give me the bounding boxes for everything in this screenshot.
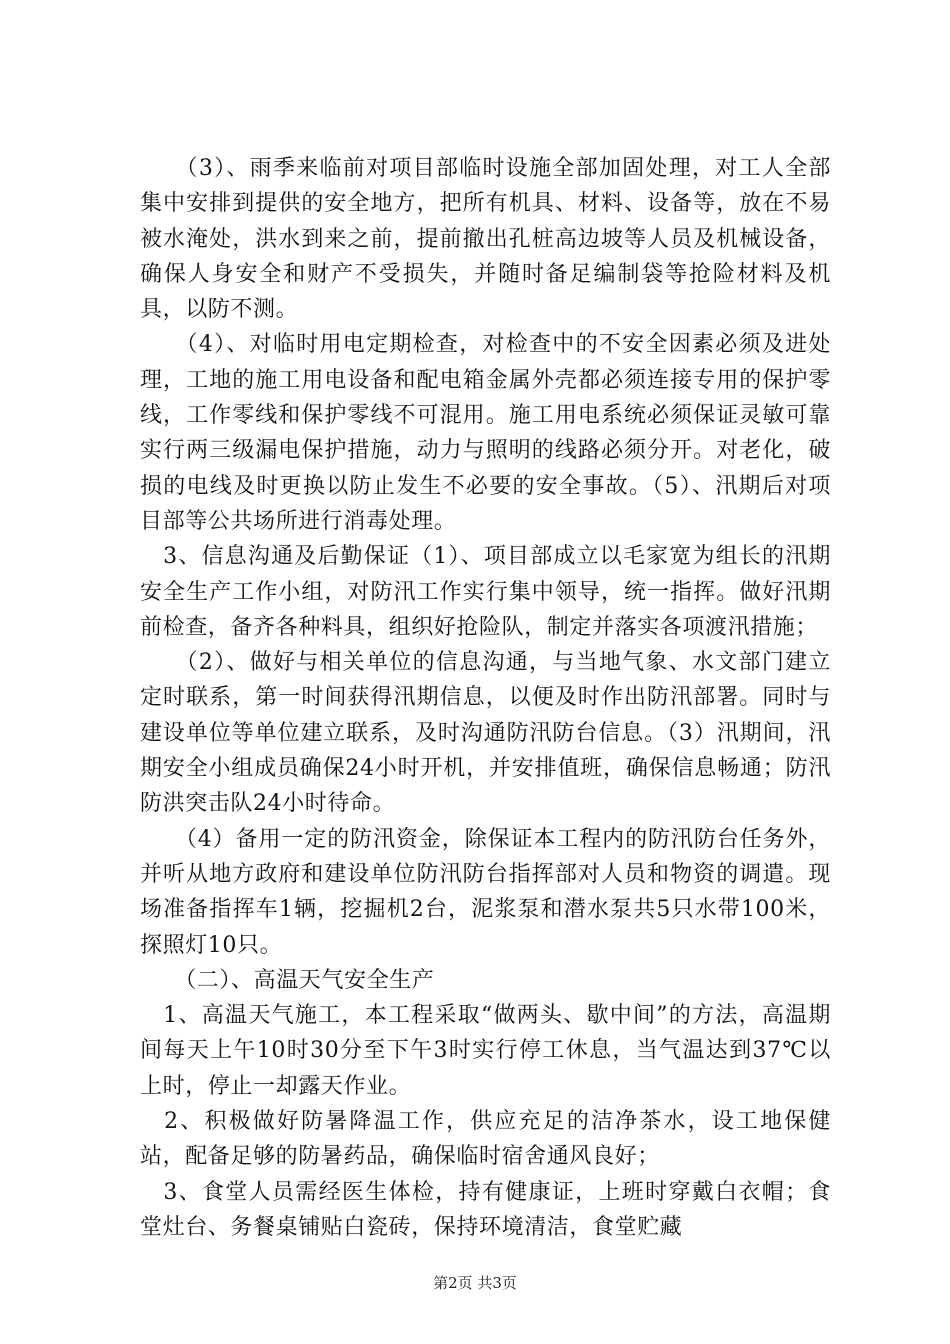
paragraph-7: 2、积极做好防暑降温工作，供应充足的洁净茶水，设工地保健站，配备足够的防暑药品，确保临时宿舍通风良好；	[140, 1109, 831, 1170]
document-body	[140, 151, 831, 1245]
paragraph-5: （4）备用一定的防汛资金，除保证本工程内的防汛防台任务外，并听从地方政府和建设单位防汛防台指挥部对人员和物资的调遣。现场准备指挥车1辆，挖掘机2台，泥浆泵和潜水泵共5只水带100米，探照灯10只。	[140, 826, 831, 958]
paragraph-6: 1、高温天气施工，本工程采取“做两头、歇中间”的方法，高温期间每天上午10时30分至下午3时实行停工休息，当气温达到37℃以上时，停止一却露天作业。	[140, 1003, 831, 1099]
paragraph-3: 3、信息沟通及后勤保证（1）、项目部成立以毛家宽为组长的汛期安全生产工作小组，对防汛工作实行集中领导，统一指挥。做好汛期前检查，备齐各种料具，组织好抢险队，制定并落实各项渡汛措施；	[140, 544, 831, 640]
page-number-footer: 第2页 共3页	[433, 1274, 517, 1292]
paragraph-1: （3）、雨季来临前对项目部临时设施全部加固处理，对工人全部集中安排到提供的安全地方，把所有机具、材料、设备等，放在不易被水淹处，洪水到来之前，提前撤出孔桩高边坡等人员及机械设备，确保人身安全和财产不受损失，并随时备足编制袋等抢险材料及机具，以防不测。	[140, 156, 831, 323]
paragraph-2: （4）、对临时用电定期检查，对检查中的不安全因素必须及进处理，工地的施工用电设备和配电箱金属外壳都必须连接专用的保护零线，工作零线和保护零线不可混用。施工用电系统必须保证灵敏可靠实行两三级漏电保护措施，动力与照明的线路必须分开。对老化，破损的电线及时更换以防止发生不必要的安全事故。（5）、汛期后对项目部等公共场所进行消毒处理。	[140, 332, 831, 534]
paragraph-8: 3、食堂人员需经医生体检，持有健康证，上班时穿戴白衣帽；食堂灶台、务餐桌铺贴白瓷砖，保持环境清洁，食堂贮藏	[140, 1179, 831, 1240]
paragraph-4: （2）、做好与相关单位的信息沟通，与当地气象、水文部门建立定时联系，第一时间获得汛期信息，以便及时作出防汛部署。同时与建设单位等单位建立联系，及时沟通防汛防台信息。（3）汛期间，汛期安全小组成员确保24小时开机，并安排值班，确保信息畅通；防汛防洪突击队24小时待命。	[140, 650, 831, 817]
section-heading-high-temperature: （二）、高温天气安全生产	[140, 967, 435, 993]
